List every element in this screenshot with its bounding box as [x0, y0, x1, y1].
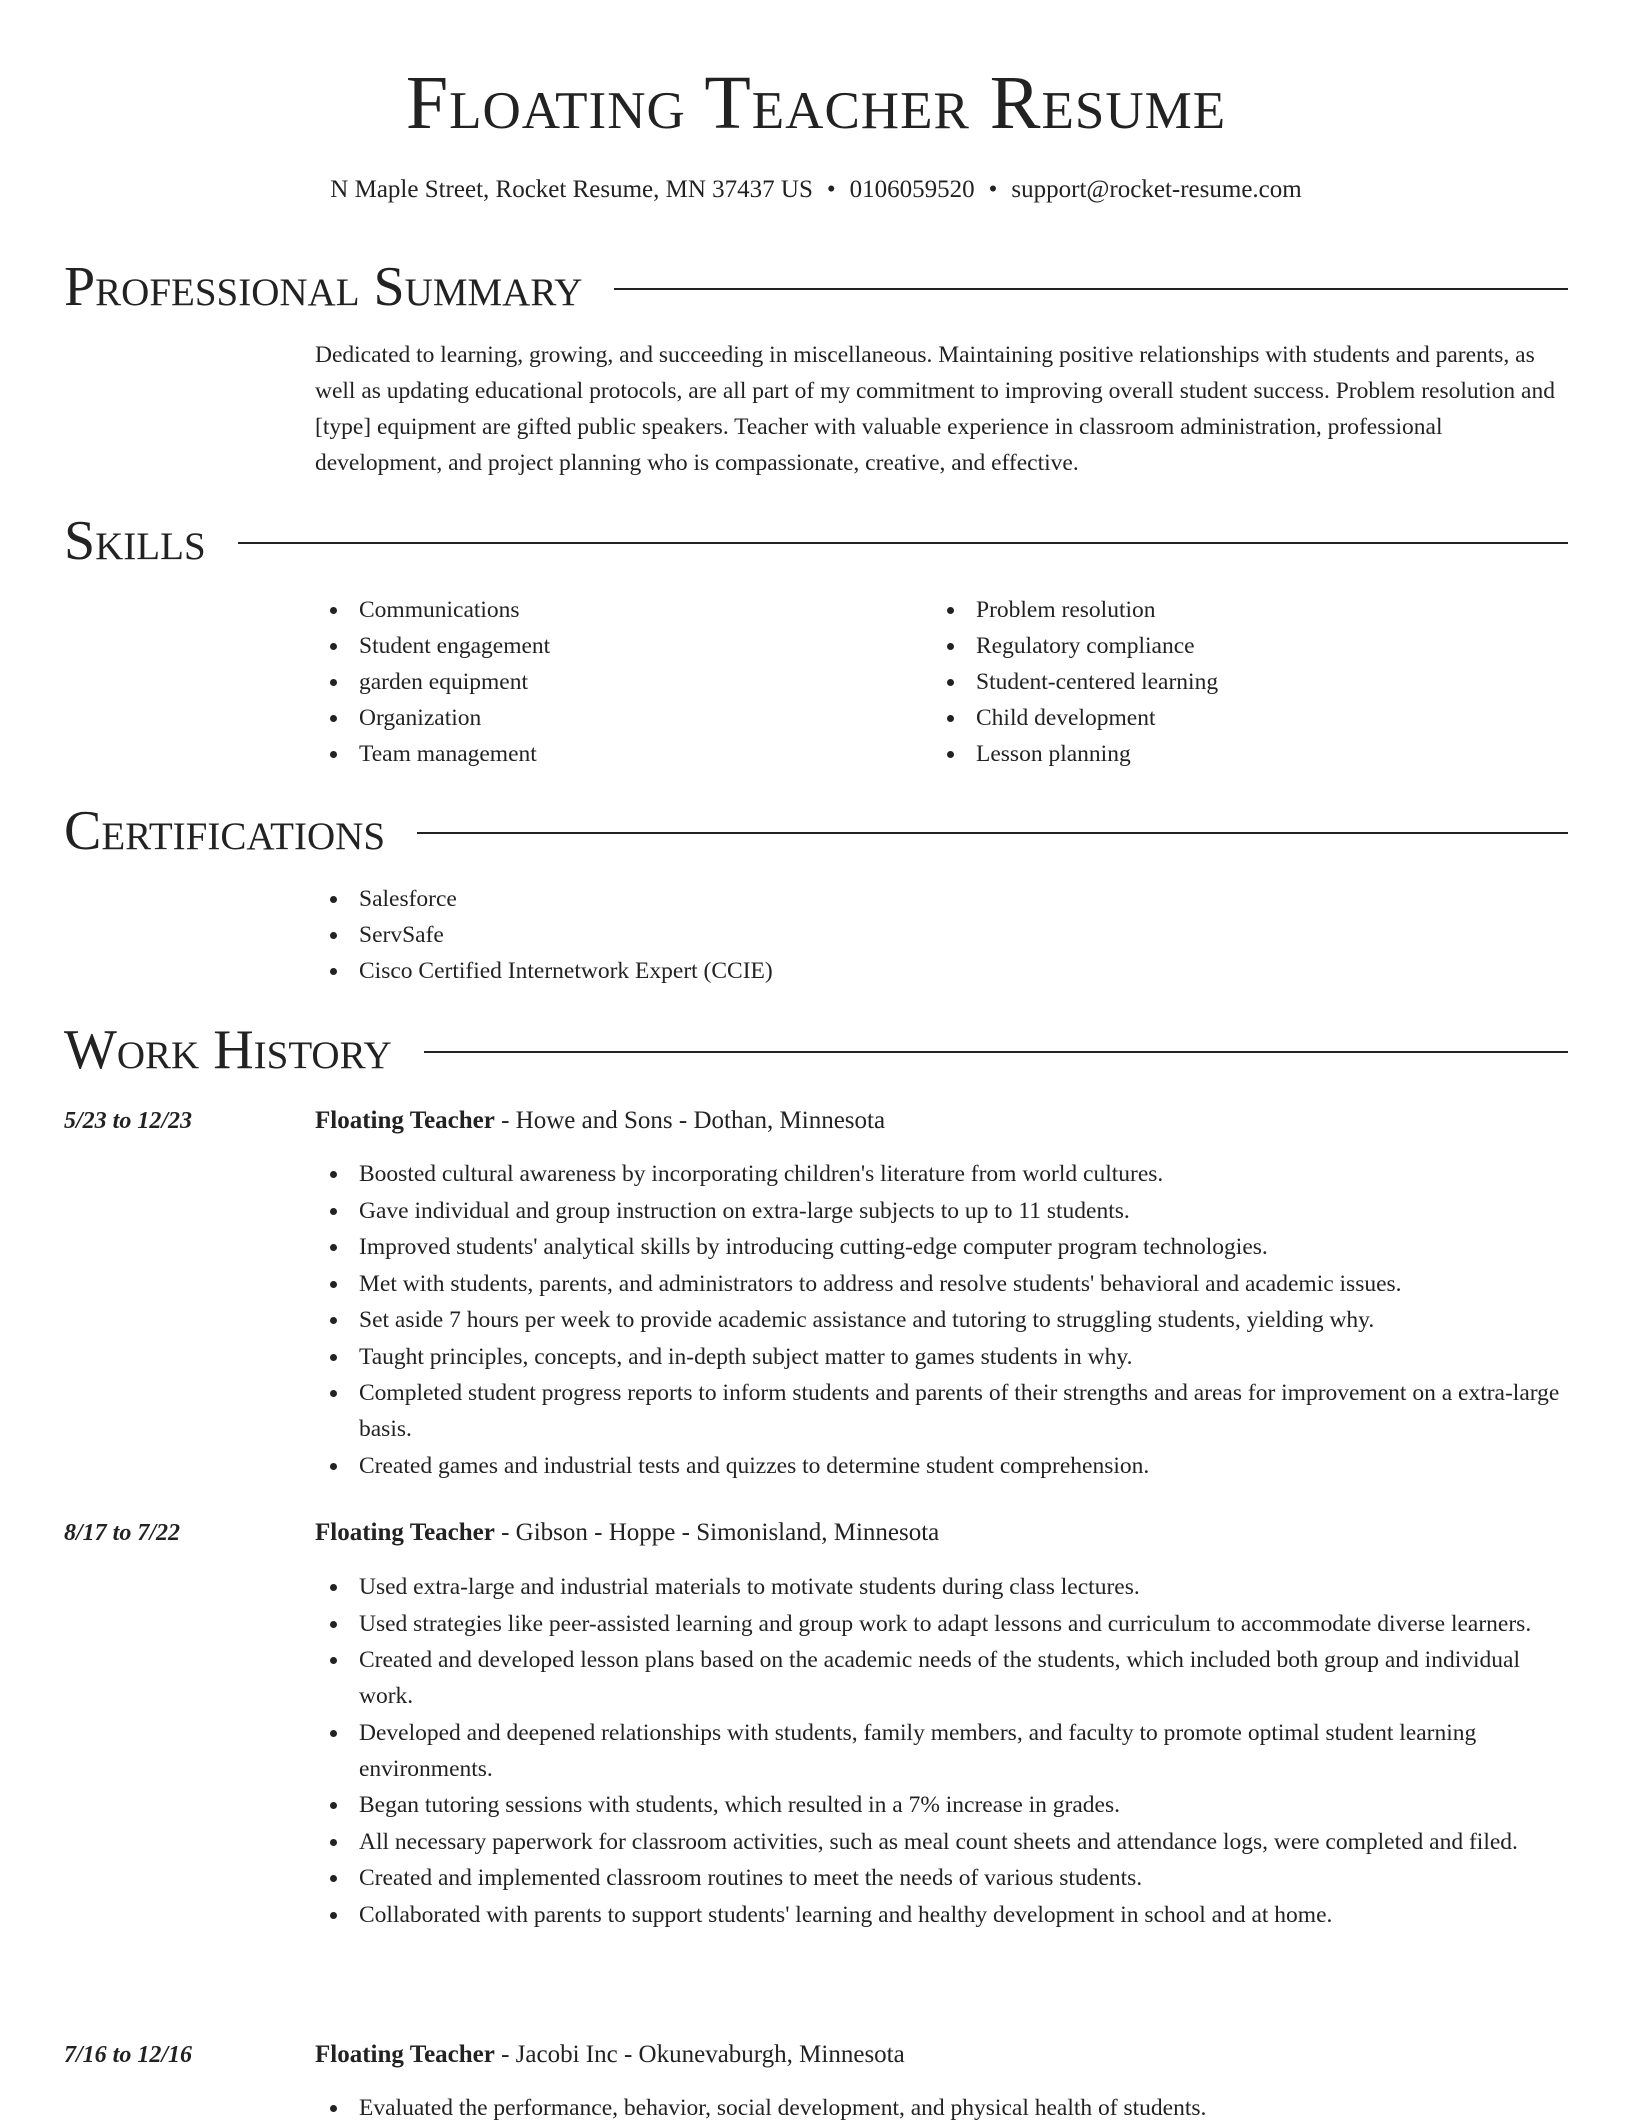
certification-item: Cisco Certified Internetwork Expert (CCIE): [315, 953, 1515, 989]
work-history-section-header: [64, 1015, 1568, 1085]
certifications-heading: Certifications: [64, 800, 386, 862]
contact-phone: 0106059520: [849, 176, 975, 203]
job-heading: [315, 2037, 905, 2073]
section-divider: [424, 1051, 1568, 1053]
certification-item: ServSafe: [315, 917, 1515, 953]
job-bullet: Collaborated with parents to support students' learning and healthy development in school and at home.: [315, 1897, 1575, 1933]
job-bullet: Set aside 7 hours per week to provide academic assistance and tutoring to struggling students, yielding why.: [315, 1302, 1575, 1338]
summary-heading: Professional Summary: [64, 256, 583, 318]
skill-item: Organization: [315, 700, 915, 736]
skill-item: Communications: [315, 592, 915, 628]
skill-item: Lesson planning: [932, 736, 1532, 772]
job-bullet: Completed student progress reports to inform students and parents of their strengths and areas for improvement on a extra-large basis.: [315, 1375, 1575, 1447]
job-bullet: Gave individual and group instruction on extra-large subjects to up to 11 students.: [315, 1193, 1575, 1229]
certification-item: Salesforce: [315, 881, 1515, 917]
job-bullet: Created and developed lesson plans based on the academic needs of the students, which included both group and individual work.: [315, 1642, 1575, 1714]
job-bullet: Began tutoring sessions with students, which resulted in a 7% increase in grades.: [315, 1787, 1575, 1823]
skills-heading: Skills: [64, 510, 206, 572]
job-bullet: Improved students' analytical skills by introducing cutting-edge computer program technologies.: [315, 1229, 1575, 1265]
job-bullet: All necessary paperwork for classroom activities, such as meal count sheets and attendance logs, were completed and filed.: [315, 1824, 1575, 1860]
section-divider: [614, 288, 1568, 290]
job-bullet: Taught principles, concepts, and in-depth subject matter to games students in why.: [315, 1339, 1575, 1375]
skills-list-right: [932, 592, 1532, 772]
job-bullet: Met with students, parents, and administrators to address and resolve students' behavioral and academic issues.: [315, 1266, 1575, 1302]
contact-address: N Maple Street, Rocket Resume, MN 37437 US: [330, 176, 813, 203]
skill-item: Regulatory compliance: [932, 628, 1532, 664]
section-divider: [238, 542, 1568, 544]
skill-item: Student engagement: [315, 628, 915, 664]
job-bullet: Evaluated the performance, behavior, social development, and physical health of students.: [315, 2090, 1575, 2126]
certifications-list: [315, 881, 1515, 989]
resume-title: Floating Teacher Resume: [405, 61, 1227, 145]
job-employer-location: - Jacobi Inc - Okunevaburgh, Minnesota: [494, 2041, 905, 2068]
certifications-section-header: [64, 796, 1568, 866]
job-title: Floating Teacher: [315, 2041, 495, 2068]
job-heading: [315, 1103, 885, 1139]
summary-section-header: [64, 252, 1568, 322]
summary-text: Dedicated to learning, growing, and succeeding in miscellaneous. Maintaining positive relationships with students and parents, as well as updating educational protocols, are all part of my commitment to improving overall student success. Problem resolution and [type] equipment are gifted public speakers. Teacher with valuable experience in classroom administration, professional development, and project planning who is compassionate, creative, and effective.: [315, 342, 1555, 476]
job-bullet: Boosted cultural awareness by incorporating children's literature from world cultures.: [315, 1156, 1575, 1192]
skill-item: Team management: [315, 736, 915, 772]
skill-item: Problem resolution: [932, 592, 1532, 628]
job-bullet: Created games and industrial tests and quizzes to determine student comprehension.: [315, 1448, 1575, 1484]
job-dates: 8/17 to 7/22: [64, 1520, 181, 1546]
job-bullet-list: [315, 1569, 1575, 1933]
job-bullet: Used extra-large and industrial materials to motivate students during class lectures.: [315, 1569, 1575, 1605]
job-title: Floating Teacher: [315, 1519, 495, 1546]
job-dates: 5/23 to 12/23: [64, 1108, 193, 1134]
job-title: Floating Teacher: [315, 1107, 495, 1134]
contact-separator: •: [988, 176, 998, 203]
job-bullet: Developed and deepened relationships with students, family members, and faculty to promote optimal student learning environments.: [315, 1715, 1575, 1787]
section-divider: [417, 832, 1568, 834]
contact-email: support@rocket-resume.com: [1011, 176, 1302, 203]
skill-item: Child development: [932, 700, 1532, 736]
work-history-heading: Work History: [64, 1019, 392, 1081]
job-dates: 7/16 to 12/16: [64, 2042, 193, 2068]
skills-list-left: [315, 592, 915, 772]
job-bullet-list: [315, 1156, 1575, 1484]
job-employer-location: - Howe and Sons - Dothan, Minnesota: [494, 1107, 886, 1134]
skill-item: Student-centered learning: [932, 664, 1532, 700]
job-bullet-list: [315, 2090, 1575, 2127]
contact-line: [0, 172, 1632, 208]
skills-section-header: [64, 506, 1568, 576]
skill-item: garden equipment: [315, 664, 915, 700]
job-heading: [315, 1515, 939, 1551]
contact-separator: •: [826, 176, 836, 203]
job-bullet: Used strategies like peer-assisted learning and group work to adapt lessons and curriculum to accommodate diverse learners.: [315, 1606, 1575, 1642]
job-employer-location: - Gibson - Hoppe - Simonisland, Minnesota: [494, 1519, 940, 1546]
job-bullet: Created and implemented classroom routines to meet the needs of various students.: [315, 1860, 1575, 1896]
